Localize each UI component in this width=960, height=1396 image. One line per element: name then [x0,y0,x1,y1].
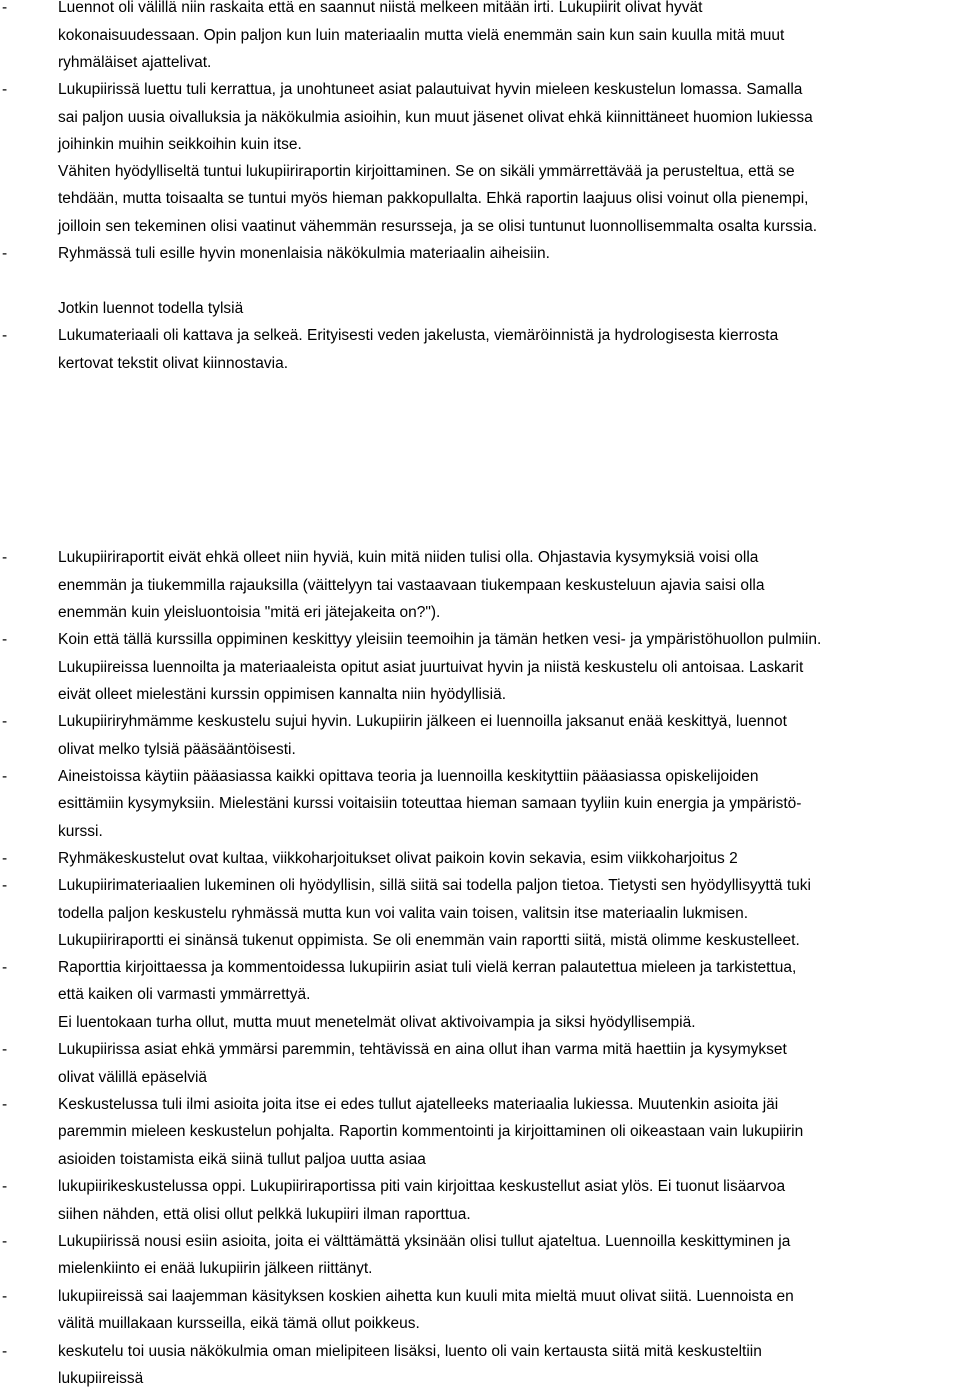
line-text: kertovat tekstit olivat kiinnostavia. [58,355,289,372]
line-text: Ryhmässä tuli esille hyvin monenlaisia näkökulmia materiaalin aiheisiin. [58,245,550,262]
line-text: keskutelu toi uusia näkökulmia oman mielipiteen lisäksi, luento oli vain kertausta siitä mitä keskusteltiin [58,1343,762,1360]
bullet-dash: - [2,1041,8,1058]
line-text: Ei luentokaan turha ollut, mutta muut menetelmät olivat aktivoivampia ja siksi hyödyllisempiä. [58,1014,696,1031]
bullet-dash: - [2,850,8,867]
line-text: lukupiirikeskustelussa oppi. Lukupiiriraportissa piti vain kirjoittaa keskustellut asiat ylös. Ei tuonut lisäarvoa [58,1178,786,1195]
bullet-dash: - [2,245,8,262]
line-text: välitä muillakaan kursseilla, eikä tämä ollut poikkeus. [58,1315,420,1332]
line-text: Koin että tällä kurssilla oppiminen keskittyy yleisiin teemoihin ja tämän hetken vesi- ja ympäristöhuollon pulmiin. [58,631,822,648]
line-text: Ryhmäkeskustelut ovat kultaa, viikkoharjoitukset olivat paikoin kovin sekavia, esim viikkoharjoitus 2 [58,850,738,867]
line-text: lukupiireissä sai laajemman käsityksen koskien aihetta kun kuuli mita mieltä muut olivat siitä. Luennoista en [58,1288,794,1305]
line-text: Aineistoissa käytiin pääasiassa kaikki opittava teoria ja luennoilla keskityttiin pääasiassa opiskelijoiden [58,768,759,785]
line-text: asioiden toistamista eikä siinä tullut paljoa uutta asiaa [58,1151,426,1168]
line-text: Lukupiirissä nousi esiin asioita, joita ei välttämättä yksinään olisi tullut ajateltua. Luennoilla keskittyminen ja [58,1233,791,1250]
line-text: tehdään, mutta toisaalta se tuntui myös hieman pakkopullalta. Ehkä raportin laajuus olisi voinut olla pienempi, [58,190,809,207]
line-text: enemmän kuin yleisluontoisia "mitä eri jätejakeita on?"). [58,604,441,621]
line-text: Lukupiirissa asiat ehkä ymmärsi paremmin, tehtävissä en aina ollut ihan varma mitä haettiin ja kysymykset [58,1041,787,1058]
line-text: kokonaisuudessaan. Opin paljon kun luin materiaalin mutta vielä enemmän sain kun sain kuulla mitä muut [58,27,785,44]
line-text: todella paljon keskustelu ryhmässä mutta kun voi valita vain toisen, valitsin itse materiaalin lukmisen. [58,905,749,922]
bullet-dash: - [2,1096,8,1113]
line-text: Lukupiiriraportit eivät ehkä olleet niin hyviä, kuin mitä niiden tulisi olla. Ohjastavia kysymyksiä voisi olla [58,549,759,566]
line-text: sai paljon uusia oivalluksia ja näkökulmia asioihin, kun muut jäsenet olivat ehkä kiinnittäneet huomion lukiessa [58,109,813,126]
line-text: Lukupiiriryhmämme keskustelu sujui hyvin. Lukupiirin jälkeen ei luennoilla jaksanut enää keskittyä, luennot [58,713,787,730]
line-text: siihen nähden, että olisi ollut pelkkä lukupiiri ilman raporttua. [58,1206,471,1223]
line-text: olivat välillä epäselviä [58,1069,208,1086]
line-text: Lukupiirimateriaalien lukeminen oli hyödyllisin, sillä siitä sai todella paljon tietoa. Tietysti sen hyödyllisyyttä tuki [58,877,811,894]
line-text: Lukupiiriraportti ei sinänsä tukenut oppimista. Se oli enemmän vain raportti siitä, mistä olimme keskustelleet. [58,932,800,949]
line-text: lukupiireissä [58,1370,144,1387]
bullet-dash: - [2,1343,8,1360]
line-text: mielenkiinto ei enää lukupiirin jälkeen riittänyt. [58,1260,373,1277]
line-text: että kaiken oli varmasti ymmärrettyä. [58,986,311,1003]
bullet-dash: - [2,1288,8,1305]
bullet-dash: - [2,877,8,894]
line-text: joilloin sen tekeminen olisi vaatinut vähemmän resursseja, ja se olisi tuntunut luonnollisemmalta osalta kurssia. [58,218,818,235]
line-text: paremmin mieleen keskustelun pohjalta. Raportin kommentointi ja kirjoittaminen oli oikeastaan vain lukupiirin [58,1123,804,1140]
line-text: Raporttia kirjoittaessa ja kommentoidessa lukupiirin asiat tuli vielä kerran palautettua mieleen ja tarkistettua, [58,959,797,976]
line-text: Keskustelussa tuli ilmi asioita joita itse ei edes tullut ajatelleeks materiaalia lukiessa. Muutenkin asioita jäi [58,1096,779,1113]
line-text: joihinkin muihin seikkoihin kuin itse. [58,136,302,153]
line-text: esittämiin kysymyksiin. Mielestäni kurssi voitaisiin toteuttaa hieman samaan tyyliin kuin energia ja ympäristö- [58,795,802,812]
line-text: Lukupiirissä luettu tuli kerrattua, ja unohtuneet asiat palautuivat hyvin mieleen keskustelun lomassa. Samalla [58,81,803,98]
line-text: olivat melko tylsiä pääsääntöisesti. [58,741,296,758]
line-text: enemmän ja tiukemmilla rajauksilla (väittelyyn tai vastaavaan tiukempaan keskusteluun ajavia saisi olla [58,577,765,594]
bullet-dash: - [2,713,8,730]
bullet-dash: - [2,0,8,16]
line-text: Luennot oli välillä niin raskaita että en saannut niistä melkeen mitään irti. Lukupiirit olivat hyvät [58,0,703,16]
bullet-dash: - [2,631,8,648]
bullet-dash: - [2,327,8,344]
bullet-dash: - [2,549,8,566]
bullet-dash: - [2,959,8,976]
line-text: kurssi. [58,823,103,840]
line-text: Lukumateriaali oli kattava ja selkeä. Erityisesti veden jakelusta, viemäröinnistä ja hydrologisesta kierrosta [58,327,779,344]
bullet-dash: - [2,81,8,98]
line-text: Jotkin luennot todella tylsiä [58,300,244,317]
line-text: Lukupiireissa luennoilta ja materiaaleista opitut asiat juurtuivat hyvin ja niistä keskustelu oli antoisaa. Laskarit [58,659,804,676]
bullet-dash: - [2,1178,8,1195]
line-text: Vähiten hyödylliseltä tuntui lukupiiriraportin kirjoittaminen. Se on sikäli ymmärrettävää ja perusteltua, että se [58,163,795,180]
bullet-dash: - [2,768,8,785]
line-text: ryhmäläiset ajattelivat. [58,54,212,71]
line-text: eivät olleet mielestäni kurssin oppimisen kannalta niin hyödyllisiä. [58,686,507,703]
bullet-dash: - [2,1233,8,1250]
